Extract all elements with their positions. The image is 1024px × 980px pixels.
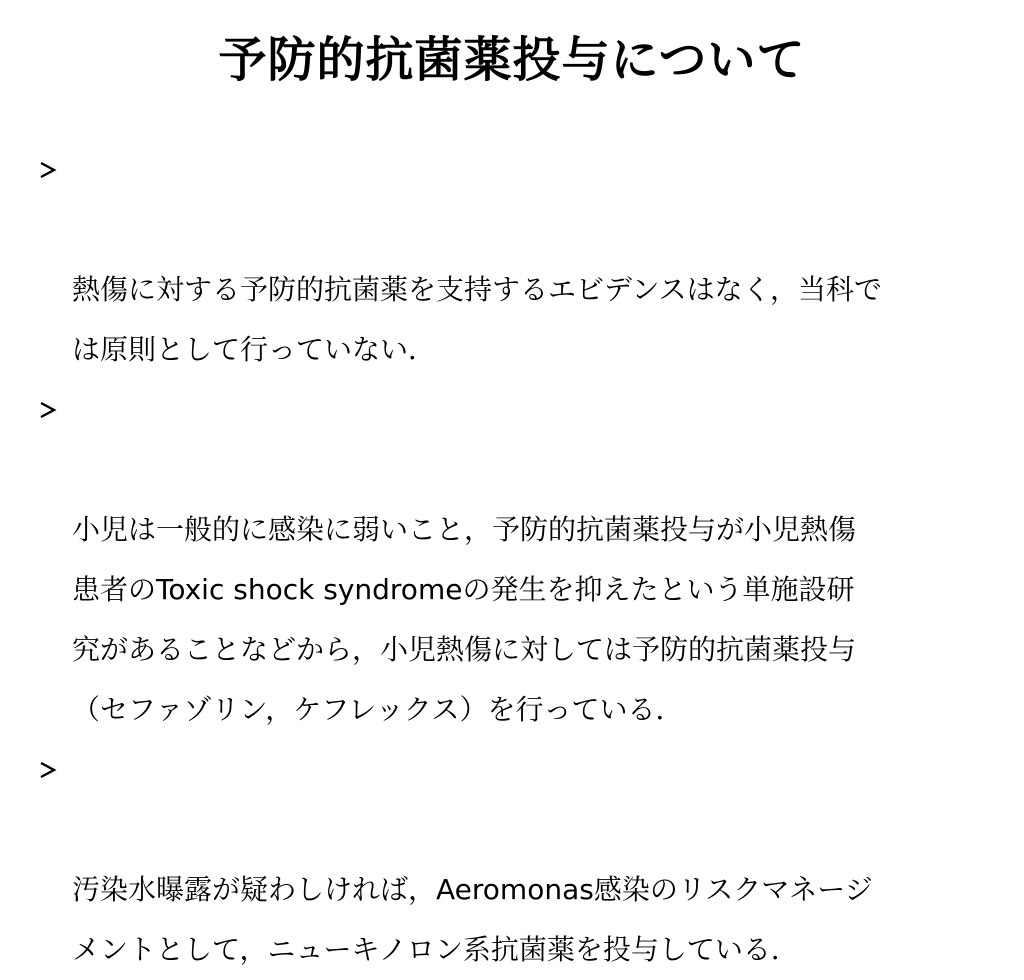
arrowhead-bullet-icon [36,740,60,800]
arrowhead-bullet-icon [36,140,60,200]
bullet-item [36,740,988,980]
bullet-text: 小児は一般的に感染に弱いこと，予防的抗菌薬投与が小児熱傷 患者のToxic shock syndromeの発生を抑えたという単施設研 究があることなどから，小児熱傷に対しては予防的抗菌薬投与 （セファゾリン，ケフレックス）を行っている． [72,513,857,726]
bullet-item [36,140,988,380]
bullet-text: 熱傷に対する予防的抗菌薬を支持するエビデンスはなく，当科で は原則として行っていない． [72,273,883,366]
bullet-item [36,380,988,740]
bullet-list [36,140,988,980]
slide-title: 予防的抗菌薬投与について [218,32,806,88]
bullet-text: 汚染水曝露が疑わしければ，Aeromonas感染のリスクマネージ メントとして，ニューキノロン系抗菌薬を投与している． [72,873,873,966]
arrowhead-bullet-icon [36,380,60,440]
